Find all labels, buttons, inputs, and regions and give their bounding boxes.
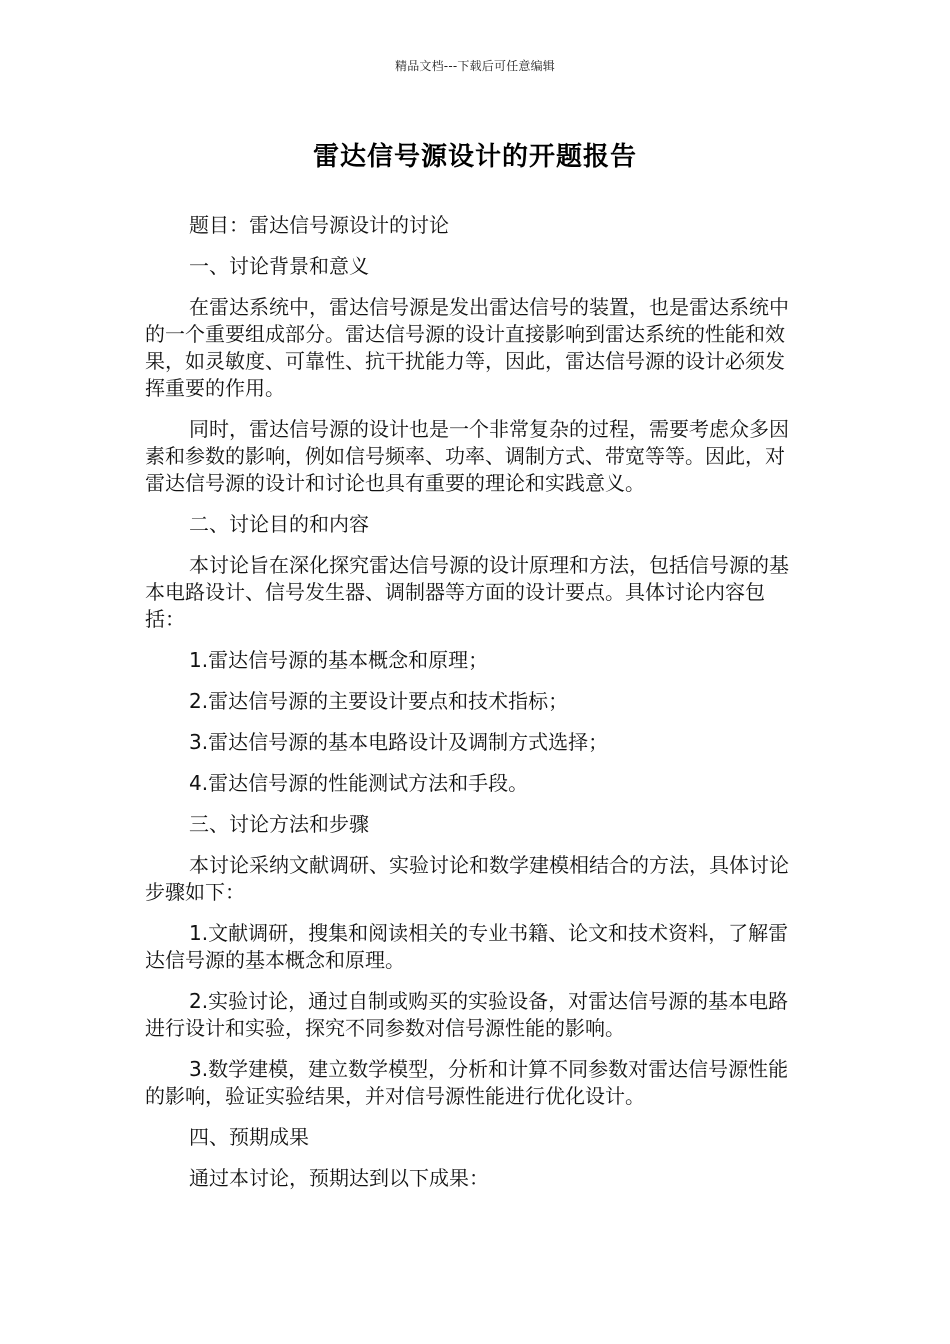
list-item: 4.雷达信号源的性能测试方法和手段。 bbox=[189, 771, 529, 795]
list-item: 1.雷达信号源的基本概念和原理； bbox=[189, 648, 489, 672]
document-title: 雷达信号源设计的开题报告 bbox=[312, 142, 637, 172]
section-heading-1: 一、讨论背景和意义 bbox=[189, 254, 369, 278]
section-heading-2: 二、讨论目的和内容 bbox=[189, 512, 369, 536]
list-item: 2.雷达信号源的主要设计要点和技术指标； bbox=[189, 689, 569, 713]
list-item: 1.文献调研，搜集和阅读相关的专业书籍、论文和技术资料，了解雷达信号源的基本概念和原理。 bbox=[145, 921, 789, 972]
header-note: 精品文档---下载后可任意编辑 bbox=[395, 59, 555, 73]
document-body bbox=[145, 212, 795, 1206]
list-item: 2.实验讨论，通过自制或购买的实验设备，对雷达信号源的基本电路进行设计和实验，探究不同参数对信号源性能的影响。 bbox=[145, 989, 789, 1040]
paragraph: 在雷达系统中，雷达信号源是发出雷达信号的装置，也是雷达系统中的一个重要组成部分。雷达信号源的设计直接影响到雷达系统的性能和效果，如灵敏度、可靠性、抗干扰能力等，因此，雷达信号源的设计必须发挥重要的作用。 bbox=[145, 295, 789, 400]
section-heading-4: 四、预期成果 bbox=[189, 1125, 309, 1149]
topic-line: 题目：雷达信号源设计的讨论 bbox=[189, 213, 449, 237]
paragraph: 本讨论采纳文献调研、实验讨论和数学建模相结合的方法，具体讨论步骤如下： bbox=[145, 853, 789, 904]
paragraph: 本讨论旨在深化探究雷达信号源的设计原理和方法，包括信号源的基本电路设计、信号发生器、调制器等方面的设计要点。具体讨论内容包括： bbox=[145, 553, 789, 631]
list-item: 3.数学建模，建立数学模型，分析和计算不同参数对雷达信号源性能的影响，验证实验结果，并对信号源性能进行优化设计。 bbox=[145, 1057, 789, 1108]
list-item: 3.雷达信号源的基本电路设计及调制方式选择； bbox=[189, 730, 609, 754]
section-heading-3: 三、讨论方法和步骤 bbox=[189, 812, 369, 836]
paragraph: 同时，雷达信号源的设计也是一个非常复杂的过程，需要考虑众多因素和参数的影响，例如信号频率、功率、调制方式、带宽等等。因此，对雷达信号源的设计和讨论也具有重要的理论和实践意义。 bbox=[145, 417, 789, 495]
paragraph: 通过本讨论，预期达到以下成果： bbox=[189, 1166, 489, 1190]
